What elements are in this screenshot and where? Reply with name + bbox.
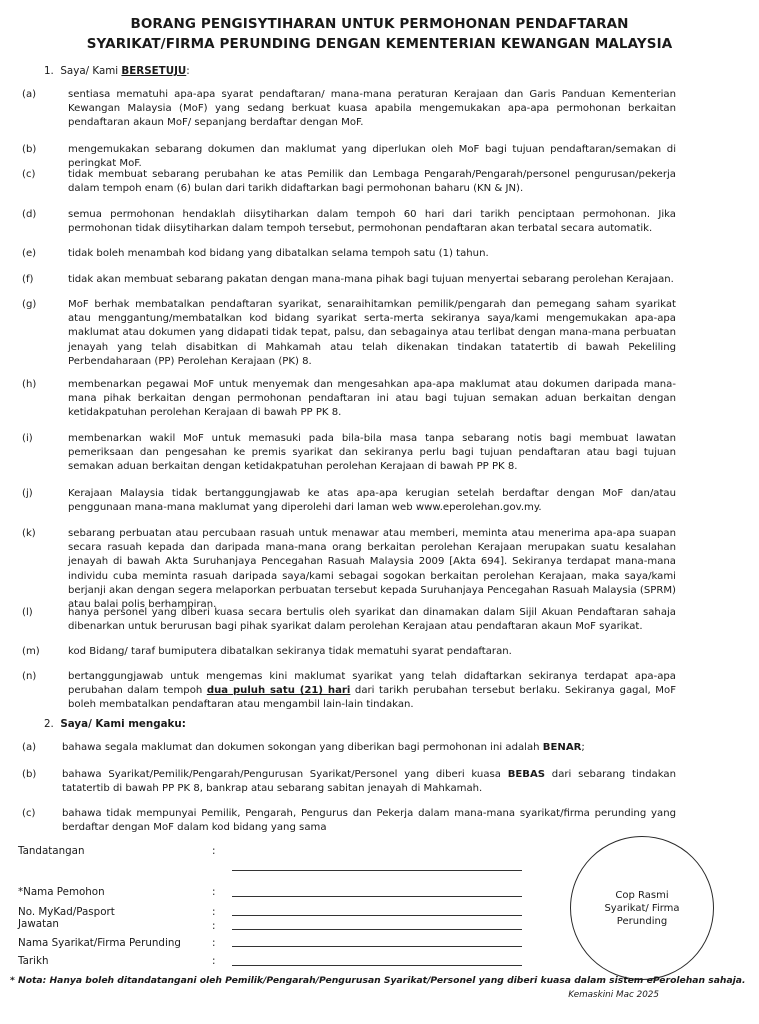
clause-text <box>62 768 676 796</box>
clause-text: sentiasa mematuhi apa-apa syarat pendaftaran/ mana-mana peraturan Kerajaan dan Garis Panduan Kementerian Kewangan Malaysia (MoF) yang sedang berkuat kuasa apabila mengemukakan apa-apa permohonan berkaitan pendaftaran akaun MoF/ sepanjang berdaftar dengan MoF. <box>68 89 676 129</box>
clause-text <box>62 741 676 755</box>
field-colon: : <box>212 920 216 932</box>
clause-label: (f) <box>22 274 34 285</box>
section-2-heading <box>44 717 186 731</box>
section-1-keyword: BERSETUJU <box>121 65 187 77</box>
clause-text-b: ; <box>581 742 585 753</box>
clause-label: (i) <box>22 433 33 444</box>
company-name-line[interactable] <box>232 946 522 947</box>
clause-label: (b) <box>22 769 37 780</box>
section-2-suffix: : <box>181 718 186 730</box>
clause-label: (e) <box>22 248 37 259</box>
section-2-number: 2. <box>44 718 54 730</box>
section-2-title: Saya/ Kami mengaku <box>60 718 182 730</box>
field-colon: : <box>212 845 216 857</box>
clause-label: (b) <box>22 144 37 155</box>
field-label-position: Jawatan <box>18 918 59 930</box>
clause-label: (k) <box>22 528 36 539</box>
signature-line[interactable] <box>232 870 522 871</box>
section-1-heading <box>44 64 190 78</box>
last-updated: Kemaskini Mac 2025 <box>568 990 659 1000</box>
clause-text <box>68 670 676 713</box>
position-line[interactable] <box>232 929 522 930</box>
clause-text: membenarkan pegawai MoF untuk menyemak dan mengesahkan apa-apa maklumat atau dokumen daripada mana-mana pihak berkaitan dengan permohonan pendaftaran ini atau bagi tujuan semakan aduan berkaitan dengan ketidakpatuhan perolehan Kerajaan di bawah PP PK 8. <box>68 379 676 419</box>
field-label-date: Tarikh <box>18 955 49 967</box>
clause-label: (j) <box>22 488 33 499</box>
clause-label: (l) <box>22 607 33 618</box>
applicant-name-line[interactable] <box>232 896 522 897</box>
field-label-company-name: Nama Syarikat/Firma Perunding <box>18 937 181 949</box>
section-1-suffix: : <box>186 65 190 77</box>
clause-text: membenarkan wakil MoF untuk memasuki pada bila-bila masa tanpa sebarang notis bagi membuat lawatan pemeriksaan dan pengesahan ke premis syarikat dan sekiranya perlu bagi tujuan pendaftaran atau bagi tujuan semakan aduan berkaitan dengan ketidakpatuhan perolehan Kerajaan di bawah PP PK 8. <box>68 433 676 473</box>
field-label-applicant-name: *Nama Pemohon <box>18 886 105 898</box>
clause-text-a: bahawa tidak mempunyai Pemilik, Pengarah, Pengurus dan Pekerja dalam mana-mana syarikat/firma perunding yang berdaftar dengan MoF dalam kod bidang yang sama <box>62 808 676 834</box>
clause-text <box>62 807 676 835</box>
clause-text: hanya personel yang diberi kuasa secara bertulis oleh syarikat dan dinamakan dalam Sijil Akuan Pendaftaran sahaja dibenarkan untuk berurusan bagi pihak syarikat dalam perolehan Kerajaan atau pendaftaran akaun MoF syarikat. <box>68 607 676 633</box>
clause-text-b: dari sebarang tindakan tatatertib di bawah PP PK 8, bankrap atau sebarang sabitan jenayah di Mahkamah. <box>62 769 676 795</box>
ic-passport-line[interactable] <box>232 915 522 916</box>
section-1-number: 1. <box>44 65 54 77</box>
clause-text: kod Bidang/ taraf bumiputera dibatalkan sekiranya tidak mematuhi syarat pendaftaran. <box>68 646 512 657</box>
clause-text: MoF berhak membatalkan pendaftaran syarikat, senaraihitamkan pemilik/pengarah dan pemegang saham syarikat atau menggantung/membatalkan kod bidang syarikat serta-merta sekiranya saya/kami mengemukakan apa-apa maklumat atau dokumen yang didapati tidak tepat, palsu, dan sebagainya atau terlibat dengan mana-mana perbuatan jenayah yang telah disabitkan di Mahkamah atau telah dikenakan tindakan tatatertib di bawah Pekeliling Perbendaharaan (PP) Perolehan Kerajaan (PK) 8. <box>68 299 676 367</box>
field-colon: : <box>212 906 216 918</box>
footnote: * Nota: Hanya boleh ditandatangani oleh Pemilik/Pengarah/Pengurusan Syarikat/Personel yang diberi kuasa dalam sistem ePerolehan sahaja. <box>10 975 746 986</box>
stamp-label: Cop Rasmi Syarikat/ Firma Perunding <box>604 889 680 927</box>
form-title-line-1: BORANG PENGISYTIHARAN UNTUK PERMOHONAN PENDAFTARAN <box>130 16 629 32</box>
clause-n-text-b: dari tarikh perubahan tersebut berlaku. Sekiranya gagal, MoF boleh membatalkan pendaftaran atau mengambil lain-lain tindakan. <box>68 685 676 711</box>
field-colon: : <box>212 937 216 949</box>
clause-bold: BENAR <box>542 742 582 753</box>
clause-text-a: bahawa Syarikat/Pemilik/Pengarah/Pengurusan Syarikat/Personel yang diberi kuasa <box>62 769 501 780</box>
clause-text: Kerajaan Malaysia tidak bertanggungjawab ke atas apa-apa kerugian setelah berdaftar dengan MoF dan/atau penggunaan mana-mana maklumat yang diperolehi dari laman web www.eperolehan.gov.my. <box>68 488 676 514</box>
clause-text: tidak boleh menambah kod bidang yang dibatalkan selama tempoh satu (1) tahun. <box>68 248 489 259</box>
clause-bold: BEBAS <box>507 769 546 780</box>
clause-label: (a) <box>22 742 37 753</box>
form-title-line-2: SYARIKAT/FIRMA PERUNDING DENGAN KEMENTERIAN KEWANGAN MALAYSIA <box>86 36 673 52</box>
clause-text: tidak akan membuat sebarang pakatan dengan mana-mana pihak bagi tujuan menyertai sebarang perolehan Kerajaan. <box>68 274 674 285</box>
clause-n-deadline: dua puluh satu (21) hari <box>206 685 351 697</box>
official-stamp-circle <box>570 836 714 980</box>
clause-text: sebarang perbuatan atau percubaan rasuah untuk menawar atau memberi, meminta atau menerima apa-apa suapan secara rasuah kepada dan daripada mana-mana orang berkaitan perolehan Kerajaan merupakan suatu kesalahan jenayah di bawah Akta Suruhanjaya Pencegahan Rasuah Malaysia 2009 [Akta 694]. Sekiranya terdapat mana-mana individu cuba meminta rasuah daripada saya/kami sebagai sogokan berkaitan perolehan Kerajaan, maka saya/kami berjanji akan dengan segera melaporkan perbuatan tersebut kepada Suruhanjaya Pencegahan Rasuah Malaysia (SPRM) atau balai polis berhampiran. <box>68 528 676 611</box>
clause-label: (h) <box>22 379 37 390</box>
clause-label: (g) <box>22 299 37 310</box>
clause-text: mengemukakan sebarang dokumen dan maklumat yang diperlukan oleh MoF bagi tujuan pendaftaran/semakan di peringkat MoF. <box>68 144 676 170</box>
clause-label: (a) <box>22 89 37 100</box>
clause-text-a: bahawa segala maklumat dan dokumen sokongan yang diberikan bagi permohonan ini adalah <box>62 742 540 753</box>
field-label-ic-passport: No. MyKad/Pasport <box>18 906 115 918</box>
field-colon: : <box>212 886 216 898</box>
clause-label: (d) <box>22 209 37 220</box>
clause-label: (m) <box>22 646 40 657</box>
clause-text: semua permohonan hendaklah diisytiharkan dalam tempoh 60 hari dari tarikh penciptaan permohonan. Jika permohonan tidak diisytiharkan dalam tempoh tersebut, permohonan pendaftaran akan terbatal secara automatik. <box>68 209 676 235</box>
clause-text: tidak membuat sebarang perubahan ke atas Pemilik dan Lembaga Pengarah/Pengarah/personel pengurusan/pekerja dalam tempoh enam (6) bulan dari tarikh didaftarkan bagi permohonan baharu (KN & JN). <box>68 169 676 195</box>
date-line[interactable] <box>232 965 522 966</box>
field-colon: : <box>212 955 216 967</box>
section-1-prefix: Saya/ Kami <box>60 65 119 77</box>
clause-label: (n) <box>22 671 37 682</box>
field-label-signature: Tandatangan <box>18 845 85 857</box>
clause-label: (c) <box>22 808 36 819</box>
clause-n-text-a: bertanggungjawab untuk mengemas kini maklumat syarikat yang telah didaftarkan sekiranya terdapat apa-apa perubahan dalam tempoh <box>68 671 676 697</box>
clause-label: (c) <box>22 169 36 180</box>
